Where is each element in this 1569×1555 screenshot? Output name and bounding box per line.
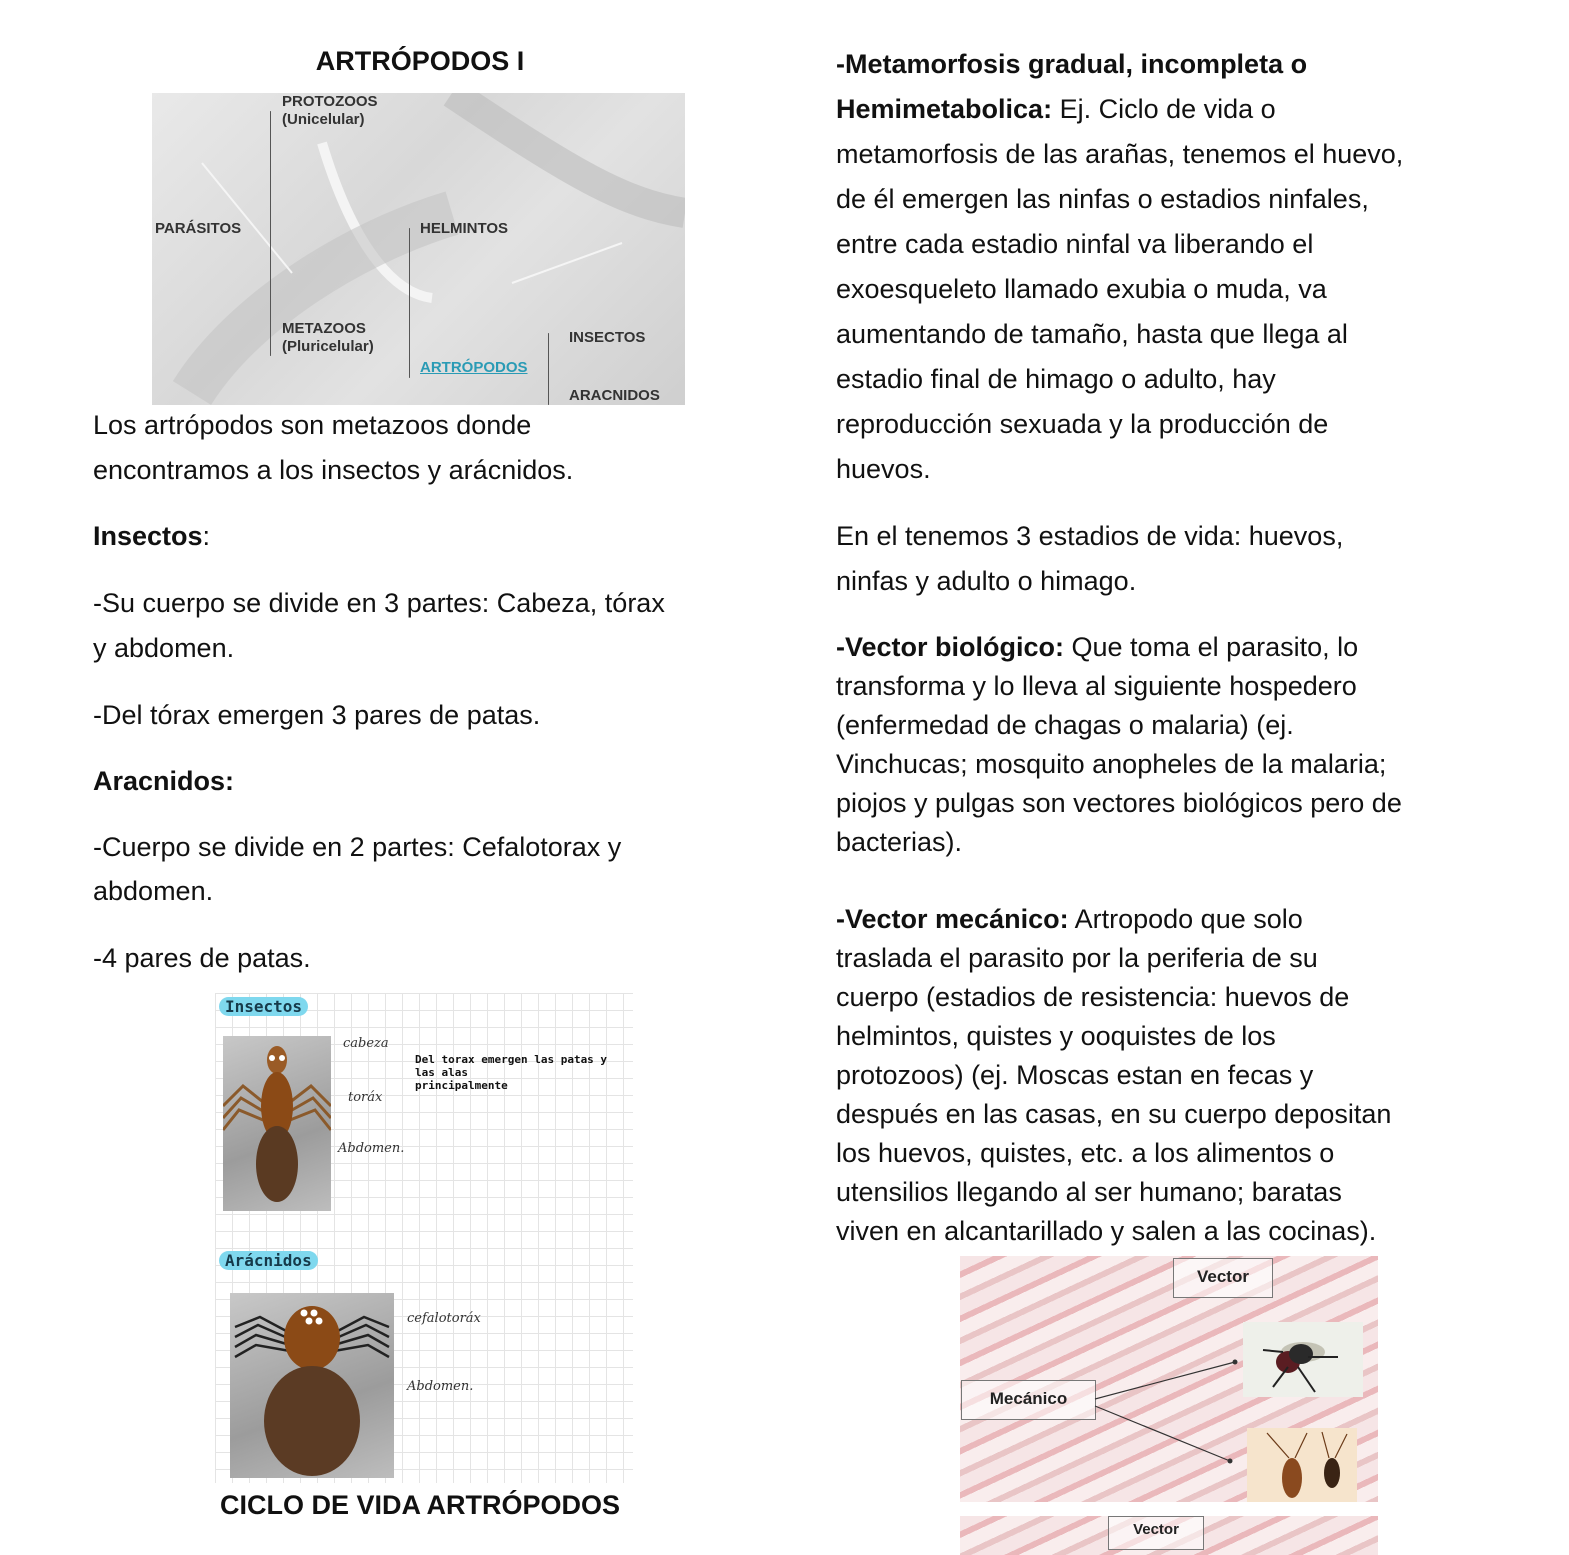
insect-drawing	[223, 1036, 331, 1211]
vb-bold-term: -Vector biológico:	[836, 632, 1065, 662]
intro-line-1: Los artrópodos son metazoos donde	[93, 410, 532, 440]
vb-line-3: (enfermedad de chagas o malaria) (ej.	[836, 710, 1294, 740]
label-cabeza: cabeza	[343, 1036, 389, 1051]
insectos-tag: Insectos	[219, 997, 308, 1016]
vb-line-5: piojos y pulgas son vectores biológicos pero de	[836, 788, 1402, 818]
vector-biologico-paragraph	[836, 628, 1402, 862]
insectos-p2: -Del tórax emergen 3 pares de patas.	[93, 700, 541, 730]
aracnidos-tag: Arácnidos	[219, 1251, 318, 1270]
vb-line-4: Vinchucas; mosquito anopheles de la malaria;	[836, 749, 1387, 779]
aracnidos-heading: Aracnidos:	[93, 766, 235, 796]
meta-line-4: de él emergen las ninfas o estadios ninfales,	[836, 184, 1369, 214]
vb-line-1-text: Que toma el parasito, lo	[1064, 632, 1359, 662]
insect-note-line1: Del torax emergen las patas y las alas	[415, 1053, 608, 1079]
insectos-heading	[93, 514, 210, 559]
label-aracnidos: ARACNIDOS	[569, 387, 660, 404]
cockroach-photo	[1247, 1428, 1357, 1502]
vb-line-1	[836, 628, 1402, 667]
vector-box: Vector	[1173, 1258, 1273, 1298]
insect-note	[415, 1053, 633, 1092]
vm-line-6: después en las casas, en su cuerpo depositan	[836, 1099, 1392, 1129]
estadios-line-1: En el tenemos 3 estadios de vida: huevos,	[836, 521, 1344, 551]
anatomy-notebook-figure	[215, 993, 633, 1483]
metamorfosis-paragraph	[836, 42, 1403, 492]
intro-line-2: encontramos a los insectos y arácnidos.	[93, 455, 574, 485]
label-metazoos: METAZOOS	[282, 320, 366, 337]
label-abdomen-aracnido: Abdomen.	[407, 1379, 474, 1394]
label-cefalotorax: cefalotoráx	[407, 1311, 481, 1326]
insectos-p1-line2: y abdomen.	[93, 633, 235, 663]
vector-mecanico-figure	[960, 1256, 1378, 1502]
meta-line-2-text: Ej. Ciclo de vida o	[1052, 94, 1276, 124]
estadios-line-2: ninfas y adulto o himago.	[836, 566, 1137, 596]
meta-line-6: exoesqueleto llamado exubia o muda, va	[836, 274, 1327, 304]
vm-line-2: traslada el parasito por la periferia de su	[836, 943, 1318, 973]
vector-box-2: Vector	[1108, 1516, 1204, 1550]
meta-line-5: entre cada estadio ninfal va liberando el	[836, 229, 1314, 259]
sem-background-icon	[152, 93, 685, 405]
cockroach-icon	[1247, 1428, 1357, 1502]
insect-note-line2: principalmente	[415, 1079, 508, 1092]
insectos-p1-line1: -Su cuerpo se divide en 3 partes: Cabeza, tórax	[93, 588, 665, 618]
vm-bold-term: -Vector mecánico:	[836, 904, 1069, 934]
vector-mecanico-paragraph	[836, 900, 1391, 1251]
vm-line-7: los huevos, quistes, etc. a los alimentos o	[836, 1138, 1335, 1168]
vm-line-1-text: Artropodo que solo	[1068, 904, 1303, 934]
insectos-heading-text: Insectos	[93, 521, 203, 551]
meta-line-2	[836, 87, 1403, 132]
fly-icon	[1243, 1322, 1363, 1397]
label-artropodos-link[interactable]: ARTRÓPODOS	[420, 359, 528, 376]
label-protozoos-sub: (Unicelular)	[282, 111, 365, 128]
label-metazoos-sub: (Pluricelular)	[282, 338, 374, 355]
artropodos-brace-icon	[548, 333, 549, 405]
vm-line-5: protozoos) (ej. Moscas estan en fecas y	[836, 1060, 1314, 1090]
ciclo-heading: CICLO DE VIDA ARTRÓPODOS	[219, 1490, 621, 1520]
meta-line-10: huevos.	[836, 454, 931, 484]
parasites-classification-figure	[152, 93, 685, 405]
arachnid-drawing	[230, 1293, 394, 1478]
parasitos-brace-icon	[270, 111, 271, 356]
label-helmintos: HELMINTOS	[420, 220, 509, 237]
fly-photo	[1243, 1322, 1363, 1397]
meta-line-3: metamorfosis de las arañas, tenemos el huevo,	[836, 139, 1404, 169]
aracnidos-p2: -4 pares de patas.	[93, 943, 311, 973]
meta-line-7: aumentando de tamaño, hasta que llega al	[836, 319, 1348, 349]
insect-icon	[223, 1036, 331, 1211]
label-torax: toráx	[348, 1090, 383, 1105]
estadios-paragraph	[836, 514, 1343, 604]
meta-line-8: estadio final de himago o adulto, hay	[836, 364, 1276, 394]
vb-line-2: transforma y lo lleva al siguiente hospedero	[836, 671, 1357, 701]
page-title: ARTRÓPODOS I	[315, 46, 525, 76]
spider-icon	[230, 1293, 394, 1478]
aracnidos-p1-line2: abdomen.	[93, 876, 214, 906]
vm-line-1	[836, 900, 1391, 939]
vm-line-3: cuerpo (estadios de resistencia: huevos de	[836, 982, 1350, 1012]
metazoos-brace-icon	[409, 228, 410, 378]
label-parasitos: PARÁSITOS	[155, 220, 242, 237]
meta-line-1: -Metamorfosis gradual, incompleta o	[836, 49, 1308, 79]
vb-line-6: bacterias).	[836, 827, 963, 857]
label-abdomen: Abdomen.	[338, 1141, 405, 1156]
vm-line-8: utensilios llegando al ser humano; baratas	[836, 1177, 1342, 1207]
mecanico-box: Mecánico	[961, 1380, 1096, 1420]
meta-line-9: reproducción sexuada y la producción de	[836, 409, 1329, 439]
vector-second-figure	[960, 1516, 1378, 1555]
aracnidos-p1-line1: -Cuerpo se divide en 2 partes: Cefalotorax y	[93, 832, 622, 862]
label-insectos: INSECTOS	[569, 329, 646, 346]
meta-bold-term: Hemimetabolica:	[836, 94, 1053, 124]
vm-line-9: viven en alcantarillado y salen a las cocinas).	[836, 1216, 1377, 1246]
insectos-heading-colon: :	[202, 521, 211, 551]
vm-line-4: helmintos, quistes y ooquistes de los	[836, 1021, 1276, 1051]
label-protozoos: PROTOZOOS	[282, 93, 378, 110]
